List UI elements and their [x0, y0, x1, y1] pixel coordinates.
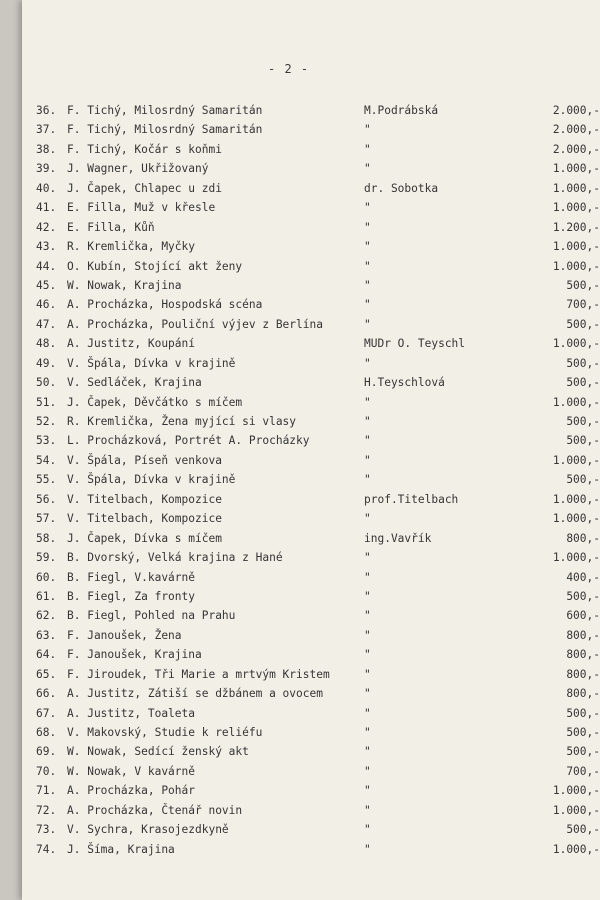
- ledger-row: [22, 393, 600, 412]
- price-value: 400,-: [566, 570, 600, 584]
- price-value: 500,-: [566, 745, 600, 759]
- owner-name: ": [364, 473, 371, 487]
- artist-name: E. Filla,: [67, 220, 128, 234]
- price-value: 2.000,-: [552, 123, 600, 137]
- ledger-row: [22, 820, 600, 839]
- work-title: Ukřižovaný: [141, 162, 209, 176]
- page-number: - 2 -: [268, 62, 310, 76]
- price-value: 500,-: [566, 434, 600, 448]
- work-title: Tři Marie a mrtvým Kristem: [154, 667, 330, 681]
- price-value: 500,-: [566, 589, 600, 603]
- artist-and-work: [67, 315, 323, 334]
- owner-name: ": [364, 415, 371, 428]
- row-number: 73.: [36, 823, 57, 837]
- row-number: 41.: [36, 201, 57, 215]
- artist-and-work: [67, 587, 195, 606]
- row-number: 63.: [36, 628, 57, 642]
- price-value: 1.000,-: [552, 337, 600, 351]
- owner-name: ": [364, 609, 371, 623]
- row-number: 64.: [36, 648, 57, 662]
- artist-and-work: [67, 820, 229, 839]
- owner-name: ": [364, 823, 371, 837]
- ledger-row: [22, 120, 600, 139]
- work-title: Pouliční výjev z Berlína: [161, 317, 323, 331]
- row-number: 48.: [36, 337, 57, 351]
- artwork-ledger: [22, 101, 600, 859]
- price-value: 500,-: [566, 317, 600, 331]
- artist-name: E. Filla,: [67, 201, 128, 215]
- artist-name: A. Procházka,: [67, 317, 155, 331]
- price-value: 500,-: [566, 823, 600, 837]
- artist-and-work: [67, 723, 262, 742]
- work-title: Kompozice: [161, 492, 222, 506]
- artist-and-work: [67, 276, 182, 295]
- row-number: 55.: [36, 473, 57, 487]
- artist-name: V. Špála,: [67, 453, 128, 467]
- row-number: 49.: [36, 356, 57, 370]
- artist-name: A. Justitz,: [67, 706, 142, 720]
- work-title: Krajina: [154, 648, 202, 662]
- row-number: 43.: [36, 240, 57, 254]
- artist-and-work: [67, 218, 155, 237]
- document-page: [22, 0, 600, 900]
- artist-name: J. Čapek,: [67, 395, 128, 409]
- work-title: Toaleta: [147, 706, 195, 720]
- price-value: 1.000,-: [552, 201, 600, 215]
- row-number: 62.: [36, 609, 57, 623]
- work-title: Čtenář novin: [161, 803, 243, 817]
- work-title: Milosrdný Samaritán: [134, 104, 263, 117]
- artist-and-work: [67, 742, 249, 761]
- ledger-row: [22, 801, 600, 820]
- owner-name: ": [364, 551, 371, 565]
- artist-name: J. Šíma,: [67, 842, 121, 856]
- price-value: 800,-: [566, 687, 600, 701]
- ledger-row: [22, 218, 600, 237]
- artist-and-work: [67, 451, 222, 470]
- work-title: Sedící ženský akt: [134, 745, 249, 759]
- owner-name: ": [364, 589, 371, 603]
- work-title: V kavárně: [134, 764, 195, 778]
- owner-name: ": [364, 784, 371, 798]
- owner-name: ": [364, 570, 371, 584]
- artist-and-work: [67, 840, 175, 859]
- work-title: Žena: [154, 628, 182, 642]
- price-value: 2.000,-: [552, 142, 600, 156]
- artist-name: F. Janoušek,: [67, 648, 148, 662]
- artist-and-work: [67, 762, 195, 781]
- work-title: Hospodská scéna: [161, 298, 263, 312]
- work-title: Studie k reliéfu: [154, 726, 263, 739]
- row-number: 53.: [36, 434, 57, 448]
- artist-name: F. Janoušek,: [67, 628, 148, 642]
- work-title: V.kavárně: [134, 570, 195, 584]
- price-value: 1.000,-: [552, 181, 600, 195]
- artist-and-work: [67, 334, 195, 353]
- owner-name: ": [364, 453, 371, 467]
- artist-name: A. Procházka,: [67, 784, 155, 798]
- ledger-row: [22, 645, 600, 664]
- price-value: 1.000,-: [552, 512, 600, 526]
- artist-name: A. Procházka,: [67, 803, 155, 817]
- price-value: 800,-: [566, 531, 600, 545]
- artist-and-work: [67, 490, 222, 509]
- artist-and-work: [67, 120, 262, 139]
- ledger-row: [22, 451, 600, 470]
- artist-and-work: [67, 412, 296, 431]
- artist-name: V. Titelbach,: [67, 492, 155, 506]
- price-value: 800,-: [566, 667, 600, 681]
- ledger-row: [22, 626, 600, 645]
- artist-name: V. Titelbach,: [67, 512, 155, 526]
- price-value: 1.000,-: [552, 395, 600, 409]
- owner-name: prof.Titelbach: [364, 492, 459, 506]
- ledger-row: [22, 159, 600, 178]
- owner-name: ": [364, 648, 371, 662]
- work-title: Dívka s míčem: [134, 531, 222, 545]
- owner-name: ": [364, 628, 371, 642]
- artist-and-work: [67, 237, 195, 256]
- price-value: 700,-: [566, 298, 600, 312]
- price-value: 1.000,-: [552, 162, 600, 176]
- artist-and-work: [67, 665, 330, 684]
- owner-name: ": [364, 667, 371, 681]
- artist-name: V. Sedláček,: [67, 376, 148, 390]
- artist-and-work: [67, 393, 242, 412]
- row-number: 57.: [36, 512, 57, 526]
- artist-and-work: [67, 645, 202, 664]
- artist-name: O. Kubín,: [67, 259, 128, 273]
- owner-name: ": [364, 220, 371, 234]
- price-value: 1.000,-: [552, 259, 600, 273]
- artist-and-work: [67, 373, 202, 392]
- artist-name: W. Nowak,: [67, 764, 128, 778]
- work-title: Milosrdný Samaritán: [134, 123, 263, 137]
- artist-name: R. Kremlička,: [67, 240, 155, 254]
- ledger-row: [22, 412, 600, 431]
- ledger-row: [22, 101, 600, 120]
- row-number: 56.: [36, 492, 57, 506]
- row-number: 71.: [36, 784, 57, 798]
- ledger-row: [22, 373, 600, 392]
- owner-name: ": [364, 162, 371, 176]
- price-value: 1.000,-: [552, 842, 600, 856]
- artist-and-work: [67, 179, 222, 198]
- price-value: 1.000,-: [552, 803, 600, 817]
- ledger-row: [22, 431, 600, 450]
- price-value: 1.200,-: [552, 220, 600, 234]
- work-title: Za fronty: [134, 589, 195, 603]
- row-number: 44.: [36, 259, 57, 273]
- work-title: Chlapec u zdi: [134, 181, 222, 195]
- owner-name: ": [364, 395, 371, 409]
- owner-name: ": [364, 842, 371, 856]
- row-number: 46.: [36, 298, 57, 312]
- owner-name: dr. Sobotka: [364, 181, 439, 195]
- artist-name: V. Špála,: [67, 356, 128, 370]
- ledger-row: [22, 684, 600, 703]
- ledger-row: [22, 257, 600, 276]
- price-value: 1.000,-: [552, 784, 600, 798]
- owner-name: ": [364, 356, 371, 370]
- ledger-row: [22, 548, 600, 567]
- artist-and-work: [67, 354, 235, 373]
- artist-name: R. Kremlička,: [67, 415, 155, 428]
- work-title: Dívka v krajině: [134, 356, 236, 370]
- ledger-row: [22, 509, 600, 528]
- work-title: Krasojezdkyně: [141, 823, 229, 837]
- owner-name: ": [364, 259, 371, 273]
- artist-name: J. Čapek,: [67, 181, 128, 195]
- artist-name: L. Procházková,: [67, 434, 169, 448]
- price-value: 1.000,-: [552, 551, 600, 565]
- artist-and-work: [67, 431, 310, 450]
- owner-name: ": [364, 745, 371, 759]
- row-number: 40.: [36, 181, 57, 195]
- artist-name: A. Justitz,: [67, 337, 142, 351]
- artist-and-work: [67, 801, 242, 820]
- row-number: 38.: [36, 142, 57, 156]
- artist-name: J. Wagner,: [67, 162, 135, 176]
- row-number: 51.: [36, 395, 57, 409]
- price-value: 600,-: [566, 609, 600, 623]
- work-title: Velká krajina z Hané: [147, 551, 283, 565]
- artist-name: V. Špála,: [67, 473, 128, 487]
- artist-and-work: [67, 684, 323, 703]
- artist-name: W. Nowak,: [67, 745, 128, 759]
- work-title: Žena myjící si vlasy: [161, 415, 297, 428]
- row-number: 36.: [36, 104, 57, 117]
- row-number: 45.: [36, 278, 57, 292]
- owner-name: ": [364, 240, 371, 254]
- price-value: 800,-: [566, 628, 600, 642]
- row-number: 59.: [36, 551, 57, 565]
- owner-name: ": [364, 201, 371, 215]
- owner-name: ": [364, 764, 371, 778]
- ledger-row: [22, 276, 600, 295]
- row-number: 72.: [36, 803, 57, 817]
- ledger-row: [22, 762, 600, 781]
- owner-name: ": [364, 278, 371, 292]
- artist-and-work: [67, 626, 182, 645]
- artist-name: B. Fiegl,: [67, 609, 128, 623]
- price-value: 500,-: [566, 415, 600, 428]
- artist-and-work: [67, 568, 195, 587]
- ledger-row: [22, 179, 600, 198]
- owner-name: ing.Vavřík: [364, 531, 432, 545]
- artist-and-work: [67, 704, 195, 723]
- row-number: 60.: [36, 570, 57, 584]
- owner-name: MUDr O. Teyschl: [364, 337, 466, 351]
- row-number: 50.: [36, 376, 57, 390]
- artist-and-work: [67, 529, 222, 548]
- ledger-row: [22, 315, 600, 334]
- ledger-row: [22, 334, 600, 353]
- ledger-row: [22, 723, 600, 742]
- price-value: 700,-: [566, 764, 600, 778]
- ledger-row: [22, 704, 600, 723]
- artist-and-work: [67, 257, 242, 276]
- work-title: Zátiší se džbánem a ovocem: [147, 687, 323, 701]
- ledger-row: [22, 606, 600, 625]
- price-value: 1.000,-: [552, 492, 600, 506]
- price-value: 500,-: [566, 473, 600, 487]
- row-number: 68.: [36, 726, 57, 739]
- owner-name: ": [364, 706, 371, 720]
- ledger-row: [22, 742, 600, 761]
- owner-name: ": [364, 142, 371, 156]
- artist-name: W. Nowak,: [67, 278, 128, 292]
- price-value: 2.000,-: [552, 104, 600, 117]
- ledger-row: [22, 295, 600, 314]
- row-number: 47.: [36, 317, 57, 331]
- owner-name: ": [364, 434, 371, 448]
- artist-and-work: [67, 295, 262, 314]
- work-title: Portrét A. Procházky: [174, 434, 310, 448]
- price-value: 500,-: [566, 278, 600, 292]
- price-value: 500,-: [566, 356, 600, 370]
- artist-name: V. Sychra,: [67, 823, 135, 837]
- ledger-row: [22, 490, 600, 509]
- work-title: Dívka v krajině: [134, 473, 236, 487]
- work-title: Pohár: [161, 784, 195, 798]
- owner-name: H.Teyschlová: [364, 376, 445, 390]
- row-number: 61.: [36, 589, 57, 603]
- work-title: Kočár s koňmi: [134, 142, 222, 156]
- work-title: Děvčátko s míčem: [134, 395, 243, 409]
- artist-and-work: [67, 198, 215, 217]
- artist-name: A. Justitz,: [67, 687, 142, 701]
- work-title: Koupání: [147, 337, 195, 351]
- row-number: 66.: [36, 687, 57, 701]
- work-title: Krajina: [127, 842, 175, 856]
- ledger-row: [22, 354, 600, 373]
- ledger-row: [22, 140, 600, 159]
- price-value: 500,-: [566, 726, 600, 739]
- artist-name: J. Čapek,: [67, 531, 128, 545]
- row-number: 69.: [36, 745, 57, 759]
- row-number: 52.: [36, 415, 57, 428]
- ledger-row: [22, 470, 600, 489]
- owner-name: ": [364, 803, 371, 817]
- ledger-row: [22, 781, 600, 800]
- work-title: Stojící akt ženy: [134, 259, 243, 273]
- artist-and-work: [67, 101, 262, 120]
- work-title: Krajina: [154, 376, 202, 390]
- owner-name: ": [364, 512, 371, 526]
- work-title: Krajina: [134, 278, 182, 292]
- owner-name: ": [364, 123, 371, 137]
- ledger-row: [22, 529, 600, 548]
- artist-and-work: [67, 548, 283, 567]
- work-title: Kůň: [134, 220, 155, 234]
- work-title: Pohled na Prahu: [134, 609, 236, 623]
- price-value: 800,-: [566, 648, 600, 662]
- artist-name: F. Tichý,: [67, 123, 128, 137]
- work-title: Myčky: [161, 240, 195, 254]
- ledger-row: [22, 568, 600, 587]
- row-number: 70.: [36, 764, 57, 778]
- ledger-row: [22, 237, 600, 256]
- ledger-row: [22, 665, 600, 684]
- row-number: 42.: [36, 220, 57, 234]
- ledger-row: [22, 840, 600, 859]
- artist-and-work: [67, 781, 195, 800]
- row-number: 58.: [36, 531, 57, 545]
- row-number: 54.: [36, 453, 57, 467]
- ledger-row: [22, 587, 600, 606]
- artist-and-work: [67, 140, 222, 159]
- owner-name: ": [364, 687, 371, 701]
- owner-name: ": [364, 317, 371, 331]
- artist-name: F. Tichý,: [67, 104, 128, 117]
- price-value: 500,-: [566, 376, 600, 390]
- work-title: Píseň venkova: [134, 453, 222, 467]
- artist-name: F. Jiroudek,: [67, 667, 148, 681]
- row-number: 67.: [36, 706, 57, 720]
- owner-name: M.Podrábská: [364, 104, 439, 117]
- artist-name: A. Procházka,: [67, 298, 155, 312]
- artist-and-work: [67, 159, 208, 178]
- artist-name: B. Fiegl,: [67, 589, 128, 603]
- row-number: 37.: [36, 123, 57, 137]
- price-value: 1.000,-: [552, 453, 600, 467]
- artist-name: B. Dvorský,: [67, 551, 142, 565]
- artist-name: B. Fiegl,: [67, 570, 128, 584]
- artist-name: F. Tichý,: [67, 142, 128, 156]
- owner-name: ": [364, 298, 371, 312]
- ledger-row: [22, 198, 600, 217]
- artist-name: V. Makovský,: [67, 726, 148, 739]
- row-number: 65.: [36, 667, 57, 681]
- owner-name: ": [364, 726, 371, 739]
- work-title: Kompozice: [161, 512, 222, 526]
- work-title: Muž v křesle: [134, 201, 216, 215]
- artist-and-work: [67, 470, 235, 489]
- price-value: 1.000,-: [552, 240, 600, 254]
- price-value: 500,-: [566, 706, 600, 720]
- row-number: 39.: [36, 162, 57, 176]
- row-number: 74.: [36, 842, 57, 856]
- artist-and-work: [67, 509, 222, 528]
- artist-and-work: [67, 606, 235, 625]
